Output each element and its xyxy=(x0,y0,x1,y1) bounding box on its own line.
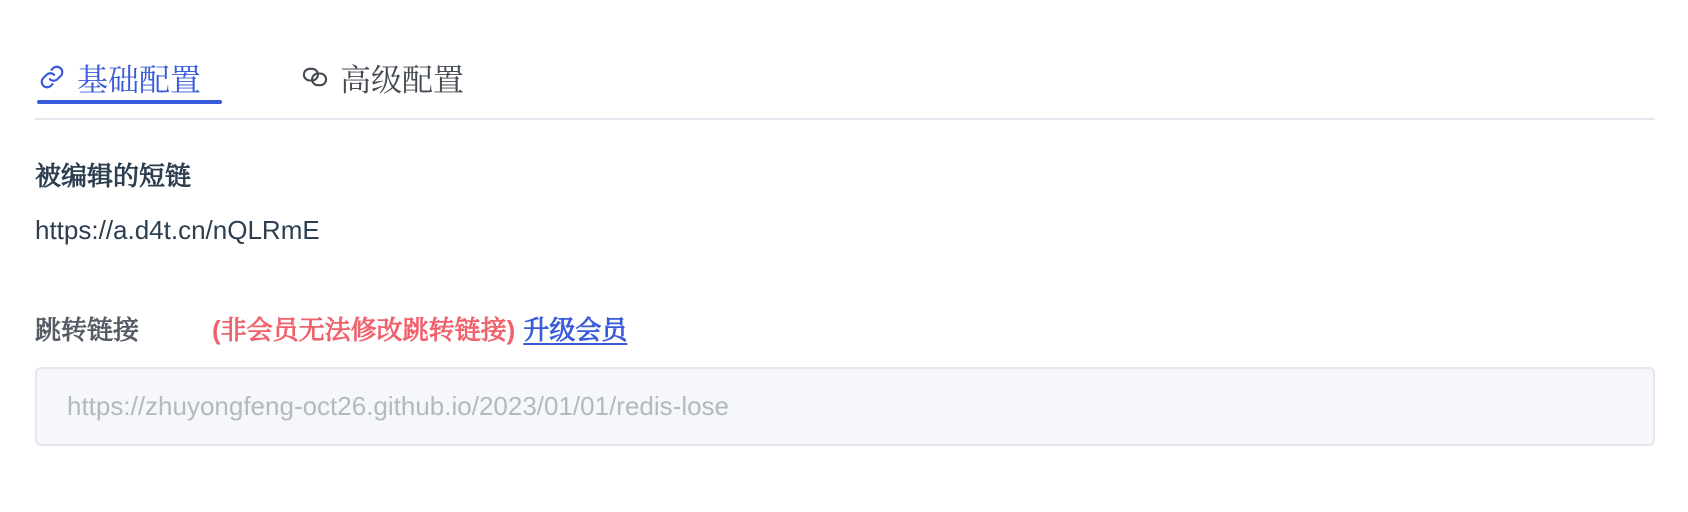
tab-advanced-config-label: 高级配置 xyxy=(340,62,464,98)
tab-bar xyxy=(35,0,1655,120)
active-tab-indicator xyxy=(37,100,222,104)
edited-short-link-label: 被编辑的短链 xyxy=(35,161,192,191)
non-member-warning: (非会员无法修改跳转链接) xyxy=(212,315,516,345)
link-icon xyxy=(37,62,67,92)
tab-advanced-config[interactable] xyxy=(300,52,464,102)
member-notice xyxy=(212,310,627,347)
edited-short-link-value: https://a.d4t.cn/nQLRmE xyxy=(35,215,320,245)
tab-basic-config-label: 基础配置 xyxy=(77,62,201,98)
upgrade-membership-link[interactable]: 升级会员 xyxy=(523,315,628,345)
tab-basic-config[interactable] xyxy=(37,52,201,102)
redirect-link-label: 跳转链接 xyxy=(35,315,140,345)
chain-icon xyxy=(300,62,330,92)
redirect-link-input[interactable] xyxy=(35,367,1655,446)
